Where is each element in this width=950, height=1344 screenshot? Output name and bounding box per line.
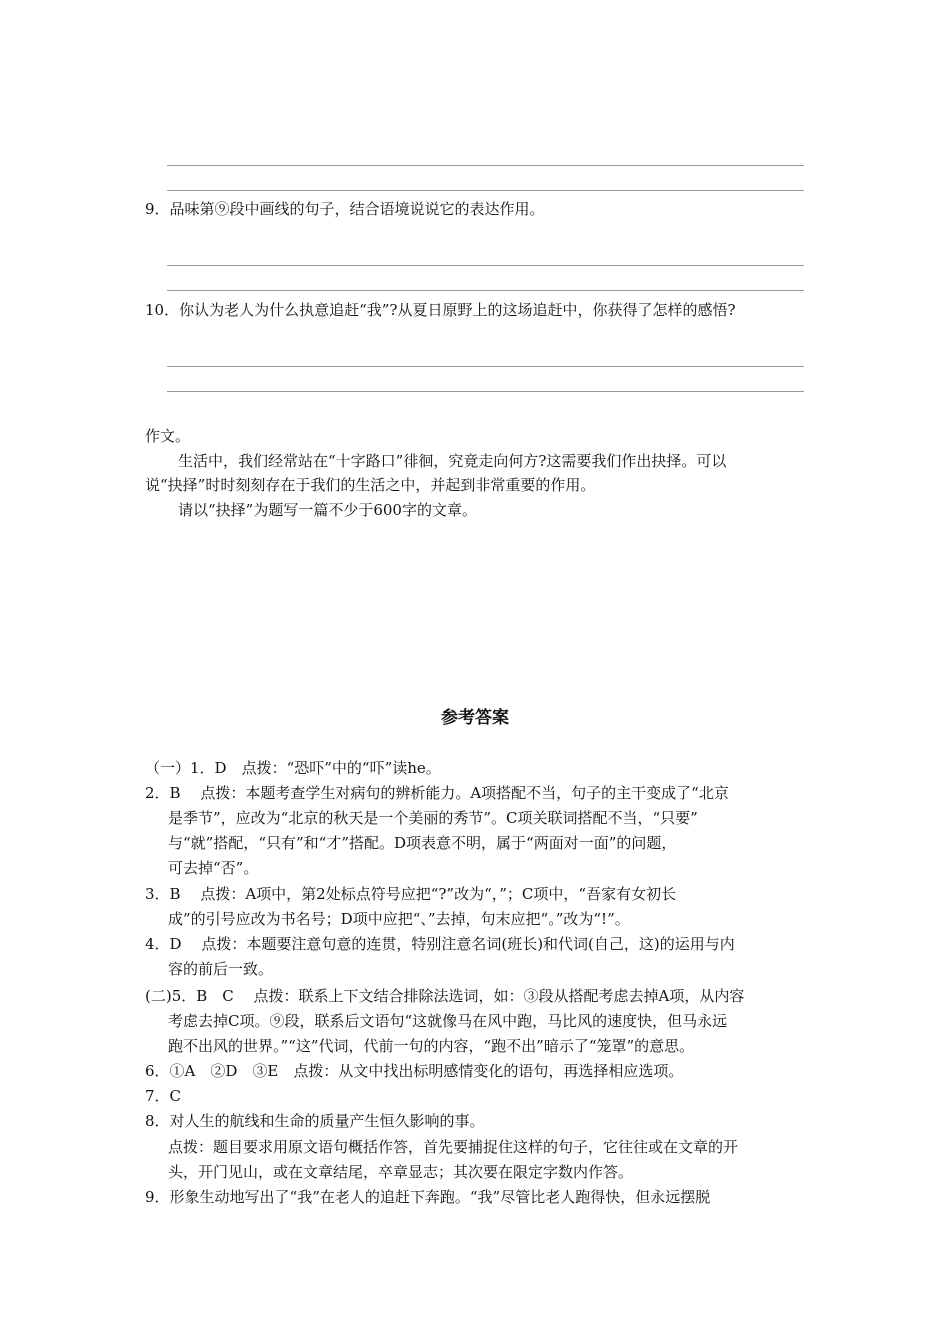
answer-item-continued: 成”的引号应改为书名号；D项中应把“、”去掉，句末应把“。”改为“!”。 bbox=[168, 910, 630, 928]
answer-line bbox=[167, 265, 804, 266]
answer-line bbox=[167, 391, 804, 392]
answer-item: (二)5．B C 点拨：联系上下文结合排除法选词，如：③段从搭配考虑去掉A项，从内容 bbox=[145, 987, 745, 1005]
answer-item-continued: 是季节”，应改为“北京的秋天是一个美丽的秀节”。C项关联词搭配不当，“只要” bbox=[168, 809, 698, 827]
answer-line bbox=[167, 190, 804, 191]
answer-item: 7．C bbox=[145, 1087, 182, 1105]
answer-item: 3．B 点拨：A项中，第2处标点符号应把“?”改为“，”；C项中，“吾家有女初长 bbox=[145, 885, 677, 903]
answer-item: 4．D 点拨：本题要注意句意的连贯，特别注意名词(班长)和代词(自己，这)的运用与内 bbox=[145, 935, 735, 953]
answer-item-continued: 可去掉“否”。 bbox=[168, 859, 259, 877]
composition-label: 作文。 bbox=[145, 427, 191, 445]
question-10: 10．你认为老人为什么执意追赶“我”?从夏日原野上的这场追赶中，你获得了怎样的感悟? bbox=[145, 301, 736, 319]
answer-item-continued: 容的前后一致。 bbox=[168, 960, 274, 978]
answer-line bbox=[167, 290, 804, 291]
question-9: 9．品味第⑨段中画线的句子，结合语境说说它的表达作用。 bbox=[145, 200, 545, 218]
answer-line bbox=[167, 165, 804, 166]
answer-item: 8．对人生的航线和生命的质量产生恒久影响的事。 bbox=[145, 1112, 485, 1130]
answer-item: （一）1．D 点拨：“恐吓”中的“吓”读he。 bbox=[145, 759, 441, 777]
answer-item-continued: 点拨：题目要求用原文语句概括作答，首先要捕捉住这样的句子，它往往或在文章的开 bbox=[168, 1138, 739, 1156]
answer-item: 9．形象生动地写出了“我”在老人的追赶下奔跑。“我”尽管比老人跑得快，但永远摆脱 bbox=[145, 1188, 711, 1206]
answer-line bbox=[167, 366, 804, 367]
answer-item-continued: 考虑去掉C项。⑨段，联系后文语句“这就像马在风中跑，马比风的速度快，但马永远 bbox=[168, 1012, 728, 1030]
answer-item-continued: 跑不出风的世界。”“这”代词，代前一句的内容，“跑不出”暗示了“笼罩”的意思。 bbox=[168, 1037, 695, 1055]
answer-item-continued: 与“就”搭配，“只有”和“才”搭配。D项表意不明，属于“两面对一面”的问题， bbox=[168, 834, 677, 852]
composition-text: 生活中，我们经常站在“十字路口”徘徊，究竟走向何方?这需要我们作出抉择。可以 bbox=[178, 452, 727, 470]
answer-item-continued: 头，开门见山，或在文章结尾，卒章显志；其次要在限定字数内作答。 bbox=[168, 1163, 634, 1181]
answer-item: 2．B 点拨：本题考查学生对病句的辨析能力。A项搭配不当，句子的主干变成了“北京 bbox=[145, 784, 729, 802]
answers-title: 参考答案 bbox=[441, 708, 509, 728]
answer-item: 6．①A ②D ③E 点拨：从文中找出标明感情变化的语句，再选择相应选项。 bbox=[145, 1062, 684, 1080]
composition-prompt: 请以“抉择”为题写一篇不少于600字的文章。 bbox=[178, 501, 477, 519]
composition-text: 说“抉择”时时刻刻存在于我们的生活之中，并起到非常重要的作用。 bbox=[145, 476, 596, 494]
